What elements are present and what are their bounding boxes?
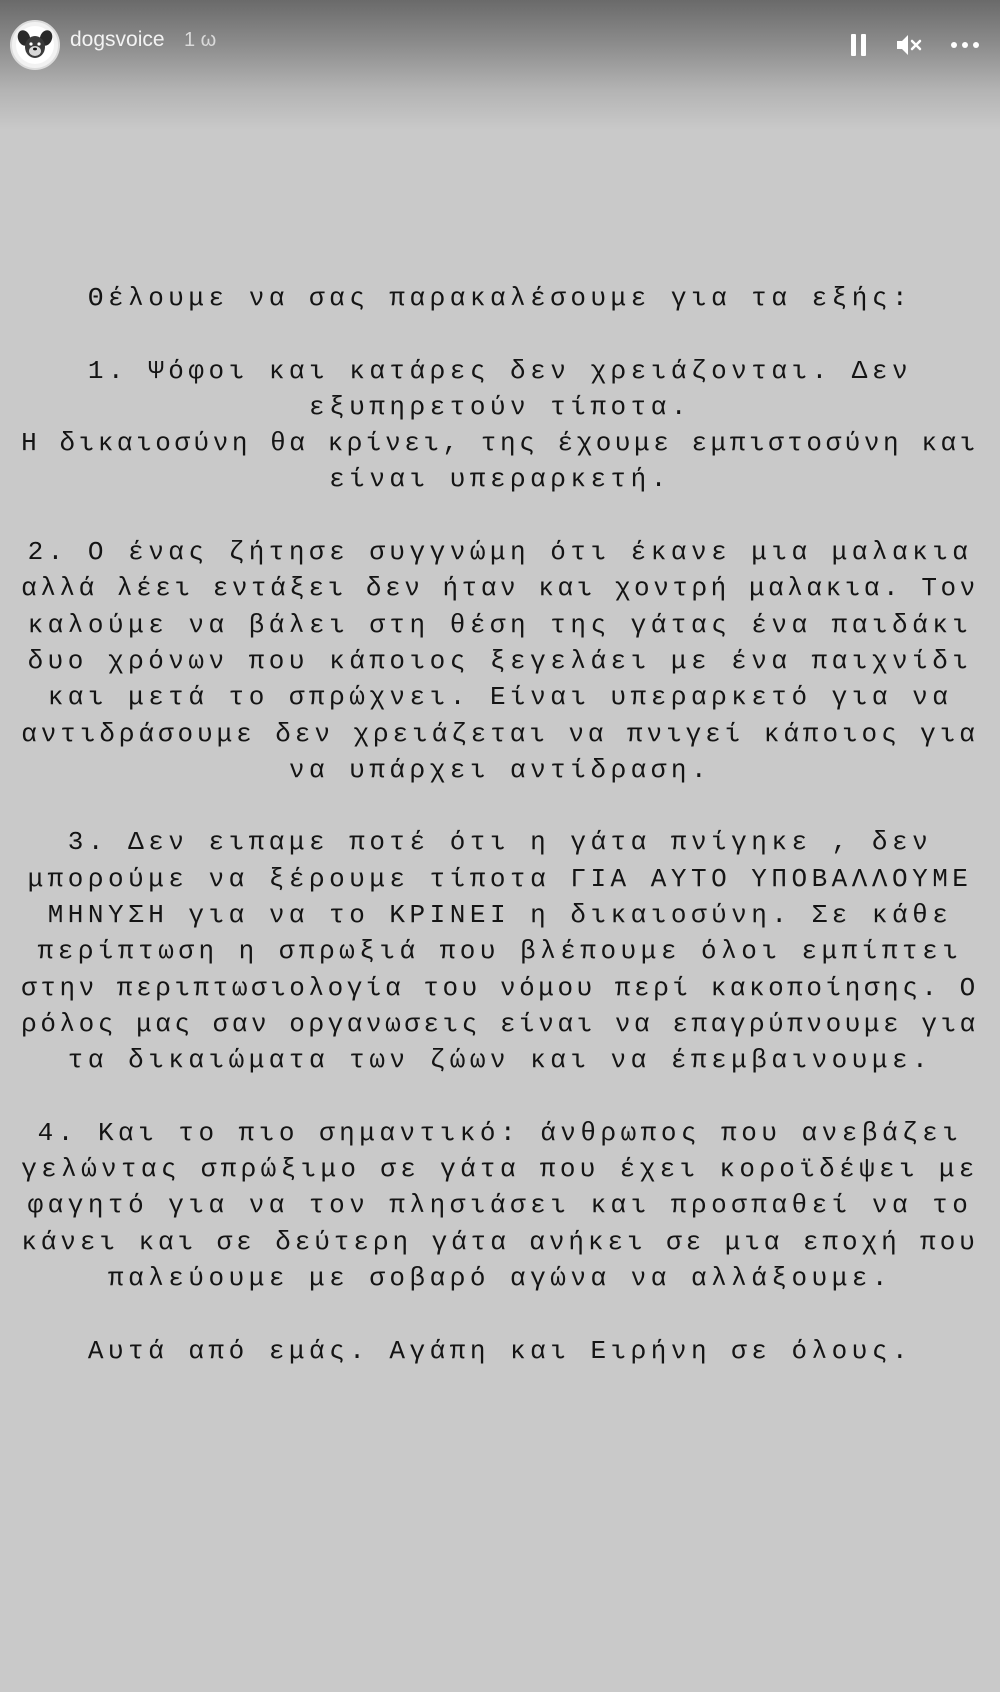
text-line: αντιδράσουμε δεν χρειάζεται να πνιγεί κάποιος για [21, 718, 979, 749]
text-line: Θέλουμε να σας παρακαλέσουμε για τα εξής: [87, 283, 913, 313]
text-line: εξυπηρετούν τίποτα. [309, 391, 691, 422]
text-line: είναι υπεραρκετή. [329, 464, 671, 495]
text-line: στην περιπτωσιολογία του νόμου περί κακοποίησης. Ο [21, 972, 979, 1003]
story-closing [20, 1333, 980, 1369]
text-line: ΜΗΝΥΣΗ για να το ΚΡΙΝΕΙ η δικαιοσύνη. Σε κάθε [47, 900, 953, 931]
text-line: ρόλος μας σαν οργανωσεις είναι να επαγρύπνουμε για [21, 1008, 979, 1039]
text-line: Αυτά από εμάς. Αγάπη και Ειρήνη σε όλους. [87, 1335, 913, 1366]
text-line: καλούμε να βάλει στη θέση της γάτας ένα παιδάκι [27, 609, 973, 640]
text-line: και μετά το σπρώχνει. Είναι υπεραρκετό για να [47, 682, 953, 713]
story-intro [20, 280, 980, 316]
dog-avatar-icon[interactable] [10, 20, 60, 70]
text-line: κάνει και σε δεύτερη γάτα ανήκει σε μια εποχή που [21, 1226, 979, 1257]
text-line: τα δικαιώματα των ζώων και να έπεμβαινουμε. [67, 1045, 933, 1076]
text-line: γελώντας σπρώξιμο σε γάτα που έχει κοροϊδέψει με [21, 1154, 979, 1185]
story-text [20, 280, 980, 1369]
text-line: δυο χρόνων που κάποιος ξεγελάει με ένα παιχνίδι [27, 645, 973, 676]
text-line: περίπτωση η σπρωξιά που βλέπουμε όλοι εμπίπτει [37, 936, 963, 967]
pause-icon[interactable] [840, 26, 878, 64]
story-point-1 [20, 353, 980, 498]
text-line: να υπάρχει αντίδραση. [288, 754, 712, 785]
story-point-3 [20, 824, 980, 1078]
text-line: Η δικαιοσύνη θα κρίνει, της έχουμε εμπιστοσύνη και [21, 428, 979, 459]
speaker-muted-icon[interactable] [890, 26, 928, 64]
text-line: 3. Δεν ειπαμε ποτέ ότι η γάτα πνίγηκε , δεν [67, 827, 933, 858]
text-line: φαγητό για να τον πλησιάσει και προσπαθεί να το [27, 1190, 973, 1221]
text-line: 2. Ο ένας ζήτησε συγγνώμη ότι έκανε μια μαλακια [27, 537, 973, 568]
story-point-4 [20, 1115, 980, 1296]
more-options-icon[interactable] [946, 26, 984, 64]
text-line: αλλά λέει εντάξει δεν ήταν και χοντρή μαλακια. Τον [21, 573, 979, 604]
text-line: μπορούμε να ξέρουμε τίποτα ΓΙΑ ΑΥΤΟ ΥΠΟΒΑΛΛΟΥΜΕ [27, 863, 973, 894]
text-line: 1. Ψόφοι και κατάρες δεν χρειάζονται. Δεν [87, 355, 913, 386]
story-header [0, 0, 1000, 90]
text-line: παλεύουμε με σοβαρό αγώνα να αλλάξουμε. [108, 1263, 892, 1294]
username[interactable]: dogsvoice [70, 28, 165, 51]
timestamp: 1 ω [184, 29, 217, 51]
story-point-2 [20, 534, 980, 788]
text-line: 4. Και το πιο σημαντικό: άνθρωπος που ανεβάζει [37, 1117, 963, 1148]
